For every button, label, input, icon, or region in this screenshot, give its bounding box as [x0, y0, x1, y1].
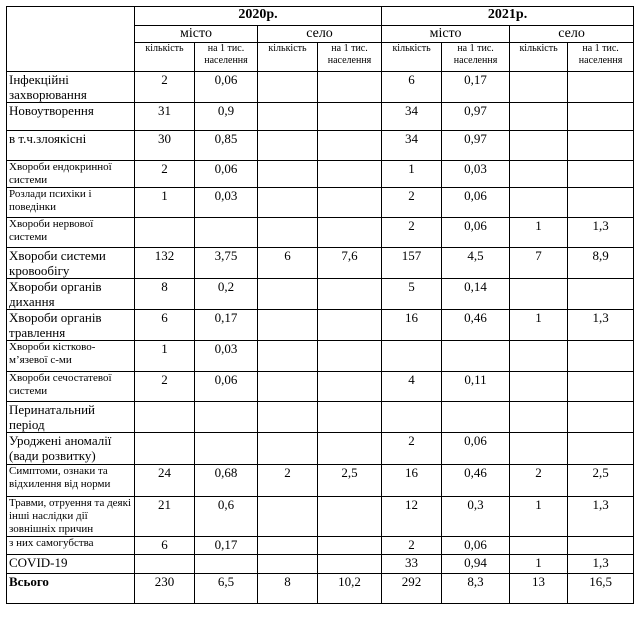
- value-cell: 0,2: [195, 279, 258, 310]
- table-row: [7, 497, 634, 537]
- row-label: Хвороби кістково-м’язевої с-ми: [7, 341, 135, 372]
- value-cell: 0,03: [195, 188, 258, 218]
- table-row: [7, 310, 634, 341]
- value-cell: 7,6: [318, 248, 382, 279]
- value-cell: 0,46: [442, 465, 510, 497]
- value-cell: 0,68: [195, 465, 258, 497]
- value-cell: 0,06: [442, 537, 510, 555]
- value-cell: 16: [382, 465, 442, 497]
- value-cell: 2: [135, 372, 195, 402]
- value-cell: 0,06: [442, 433, 510, 465]
- value-cell: [258, 279, 318, 310]
- corner-cell: [7, 7, 135, 72]
- value-cell: 1,3: [568, 555, 634, 574]
- value-cell: 1,3: [568, 310, 634, 341]
- value-cell: [258, 433, 318, 465]
- value-cell: 1: [510, 310, 568, 341]
- value-cell: [382, 402, 442, 433]
- table-row: [7, 131, 634, 161]
- group-city-2020: місто: [135, 26, 258, 43]
- value-cell: 230: [135, 574, 195, 604]
- value-cell: [258, 341, 318, 372]
- value-cell: 0,94: [442, 555, 510, 574]
- value-cell: [318, 537, 382, 555]
- subheader-count: кількість: [135, 43, 195, 72]
- value-cell: 0,06: [195, 72, 258, 103]
- table-row: [7, 248, 634, 279]
- value-cell: 6: [135, 537, 195, 555]
- subheader-count: кількість: [258, 43, 318, 72]
- value-cell: [510, 161, 568, 188]
- subheader-per1k: на 1 тис. населення: [568, 43, 634, 72]
- table-row: [7, 537, 634, 555]
- value-cell: [318, 497, 382, 537]
- value-cell: [318, 161, 382, 188]
- value-cell: 33: [382, 555, 442, 574]
- group-village-2021: село: [510, 26, 634, 43]
- value-cell: [568, 188, 634, 218]
- value-cell: [258, 161, 318, 188]
- row-label: Хвороби ендокринної системи: [7, 161, 135, 188]
- value-cell: 1: [510, 497, 568, 537]
- subheader-per1k: на 1 тис. населення: [195, 43, 258, 72]
- value-cell: [568, 433, 634, 465]
- value-cell: [318, 188, 382, 218]
- table-row: [7, 465, 634, 497]
- value-cell: 0,46: [442, 310, 510, 341]
- value-cell: 16,5: [568, 574, 634, 604]
- table-row: [7, 188, 634, 218]
- value-cell: [568, 72, 634, 103]
- value-cell: 6: [382, 72, 442, 103]
- value-cell: 132: [135, 248, 195, 279]
- value-cell: 2: [510, 465, 568, 497]
- value-cell: 2: [135, 72, 195, 103]
- value-cell: [510, 433, 568, 465]
- value-cell: 8: [135, 279, 195, 310]
- value-cell: 1: [382, 161, 442, 188]
- value-cell: [510, 537, 568, 555]
- value-cell: 0,85: [195, 131, 258, 161]
- value-cell: 0,17: [442, 72, 510, 103]
- value-cell: [195, 555, 258, 574]
- value-cell: 4: [382, 372, 442, 402]
- value-cell: [195, 433, 258, 465]
- value-cell: 0,3: [442, 497, 510, 537]
- value-cell: 6: [258, 248, 318, 279]
- value-cell: [318, 372, 382, 402]
- value-cell: [568, 161, 634, 188]
- value-cell: [510, 72, 568, 103]
- value-cell: [258, 188, 318, 218]
- row-label: Перинатальний період: [7, 402, 135, 433]
- value-cell: [568, 103, 634, 131]
- value-cell: [258, 131, 318, 161]
- value-cell: [318, 555, 382, 574]
- value-cell: 0,9: [195, 103, 258, 131]
- value-cell: 1: [135, 341, 195, 372]
- value-cell: [135, 433, 195, 465]
- value-cell: 10,2: [318, 574, 382, 604]
- value-cell: [135, 218, 195, 248]
- table-row: [7, 103, 634, 131]
- value-cell: 0,17: [195, 310, 258, 341]
- table-row: [7, 433, 634, 465]
- value-cell: 0,06: [195, 372, 258, 402]
- value-cell: 31: [135, 103, 195, 131]
- table-row: [7, 402, 634, 433]
- value-cell: [318, 103, 382, 131]
- value-cell: [442, 341, 510, 372]
- value-cell: [258, 537, 318, 555]
- value-cell: 292: [382, 574, 442, 604]
- value-cell: [318, 310, 382, 341]
- value-cell: [318, 279, 382, 310]
- value-cell: [510, 341, 568, 372]
- value-cell: [258, 218, 318, 248]
- value-cell: [318, 402, 382, 433]
- group-village-2020: село: [258, 26, 382, 43]
- subheader-count: кількість: [510, 43, 568, 72]
- value-cell: 1,3: [568, 218, 634, 248]
- value-cell: 0,17: [195, 537, 258, 555]
- value-cell: 1: [510, 555, 568, 574]
- mortality-table: [6, 6, 634, 604]
- row-label: Хвороби нервової системи: [7, 218, 135, 248]
- value-cell: [510, 103, 568, 131]
- value-cell: 157: [382, 248, 442, 279]
- value-cell: 0,03: [442, 161, 510, 188]
- value-cell: [510, 402, 568, 433]
- value-cell: 0,14: [442, 279, 510, 310]
- value-cell: 0,97: [442, 131, 510, 161]
- row-label: Хвороби органів травлення: [7, 310, 135, 341]
- value-cell: [258, 103, 318, 131]
- value-cell: 2,5: [318, 465, 382, 497]
- value-cell: [135, 555, 195, 574]
- value-cell: [568, 402, 634, 433]
- value-cell: 30: [135, 131, 195, 161]
- value-cell: 1: [510, 218, 568, 248]
- value-cell: 0,06: [442, 218, 510, 248]
- row-label: Хвороби системи кровообігу: [7, 248, 135, 279]
- row-label: Інфекційні захворювання: [7, 72, 135, 103]
- value-cell: [258, 72, 318, 103]
- row-label: Хвороби органів дихання: [7, 279, 135, 310]
- value-cell: [318, 131, 382, 161]
- value-cell: [318, 433, 382, 465]
- value-cell: [568, 131, 634, 161]
- value-cell: 0,6: [195, 497, 258, 537]
- row-label: Всього: [7, 574, 135, 604]
- value-cell: 8: [258, 574, 318, 604]
- value-cell: [568, 341, 634, 372]
- value-cell: 2,5: [568, 465, 634, 497]
- value-cell: [568, 537, 634, 555]
- value-cell: 12: [382, 497, 442, 537]
- value-cell: 0,06: [195, 161, 258, 188]
- year-2021-header: 2021р.: [382, 7, 634, 26]
- row-label: Розлади психіки і поведінки: [7, 188, 135, 218]
- value-cell: [510, 372, 568, 402]
- value-cell: 2: [382, 537, 442, 555]
- table-row: [7, 555, 634, 574]
- value-cell: [382, 341, 442, 372]
- row-label: з них самогубства: [7, 537, 135, 555]
- value-cell: [258, 497, 318, 537]
- value-cell: 4,5: [442, 248, 510, 279]
- table-body: [7, 72, 634, 604]
- value-cell: 34: [382, 103, 442, 131]
- value-cell: [258, 555, 318, 574]
- row-label: Симптоми, ознаки та відхилення від норми: [7, 465, 135, 497]
- value-cell: 13: [510, 574, 568, 604]
- value-cell: [510, 188, 568, 218]
- value-cell: 0,03: [195, 341, 258, 372]
- row-label: Хвороби сечостатевої системи: [7, 372, 135, 402]
- group-city-2021: місто: [382, 26, 510, 43]
- value-cell: [195, 218, 258, 248]
- value-cell: [135, 402, 195, 433]
- value-cell: [318, 218, 382, 248]
- value-cell: [442, 402, 510, 433]
- value-cell: 3,75: [195, 248, 258, 279]
- table-row: [7, 341, 634, 372]
- row-label: COVID-19: [7, 555, 135, 574]
- value-cell: 1: [135, 188, 195, 218]
- subheader-per1k: на 1 тис. населення: [318, 43, 382, 72]
- value-cell: [318, 341, 382, 372]
- year-header-row: [7, 7, 634, 26]
- value-cell: 1,3: [568, 497, 634, 537]
- year-2020-header: 2020р.: [135, 7, 382, 26]
- table-row: [7, 372, 634, 402]
- value-cell: 2: [258, 465, 318, 497]
- value-cell: 2: [382, 188, 442, 218]
- value-cell: 5: [382, 279, 442, 310]
- value-cell: [258, 310, 318, 341]
- table-row: [7, 218, 634, 248]
- row-label: в т.ч.злоякісні: [7, 131, 135, 161]
- value-cell: [258, 372, 318, 402]
- value-cell: 2: [135, 161, 195, 188]
- row-label: Травми, отруення та деякі інші наслідки дії зовнішніх причин: [7, 497, 135, 537]
- value-cell: [258, 402, 318, 433]
- value-cell: [568, 372, 634, 402]
- value-cell: [318, 72, 382, 103]
- value-cell: 16: [382, 310, 442, 341]
- value-cell: [510, 131, 568, 161]
- subheader-count: кількість: [382, 43, 442, 72]
- table-row: [7, 161, 634, 188]
- value-cell: 2: [382, 433, 442, 465]
- value-cell: [510, 279, 568, 310]
- value-cell: 8,9: [568, 248, 634, 279]
- row-label: Новоутворення: [7, 103, 135, 131]
- table-row: [7, 279, 634, 310]
- value-cell: 0,06: [442, 188, 510, 218]
- value-cell: 0,11: [442, 372, 510, 402]
- value-cell: 24: [135, 465, 195, 497]
- value-cell: 7: [510, 248, 568, 279]
- value-cell: 0,97: [442, 103, 510, 131]
- value-cell: 2: [382, 218, 442, 248]
- subheader-per1k: на 1 тис. населення: [442, 43, 510, 72]
- value-cell: [568, 279, 634, 310]
- value-cell: 6,5: [195, 574, 258, 604]
- value-cell: [195, 402, 258, 433]
- value-cell: 8,3: [442, 574, 510, 604]
- table-row: [7, 574, 634, 604]
- value-cell: 34: [382, 131, 442, 161]
- table-row: [7, 72, 634, 103]
- value-cell: 21: [135, 497, 195, 537]
- value-cell: 6: [135, 310, 195, 341]
- row-label: Уроджені аномалії (вади розвитку): [7, 433, 135, 465]
